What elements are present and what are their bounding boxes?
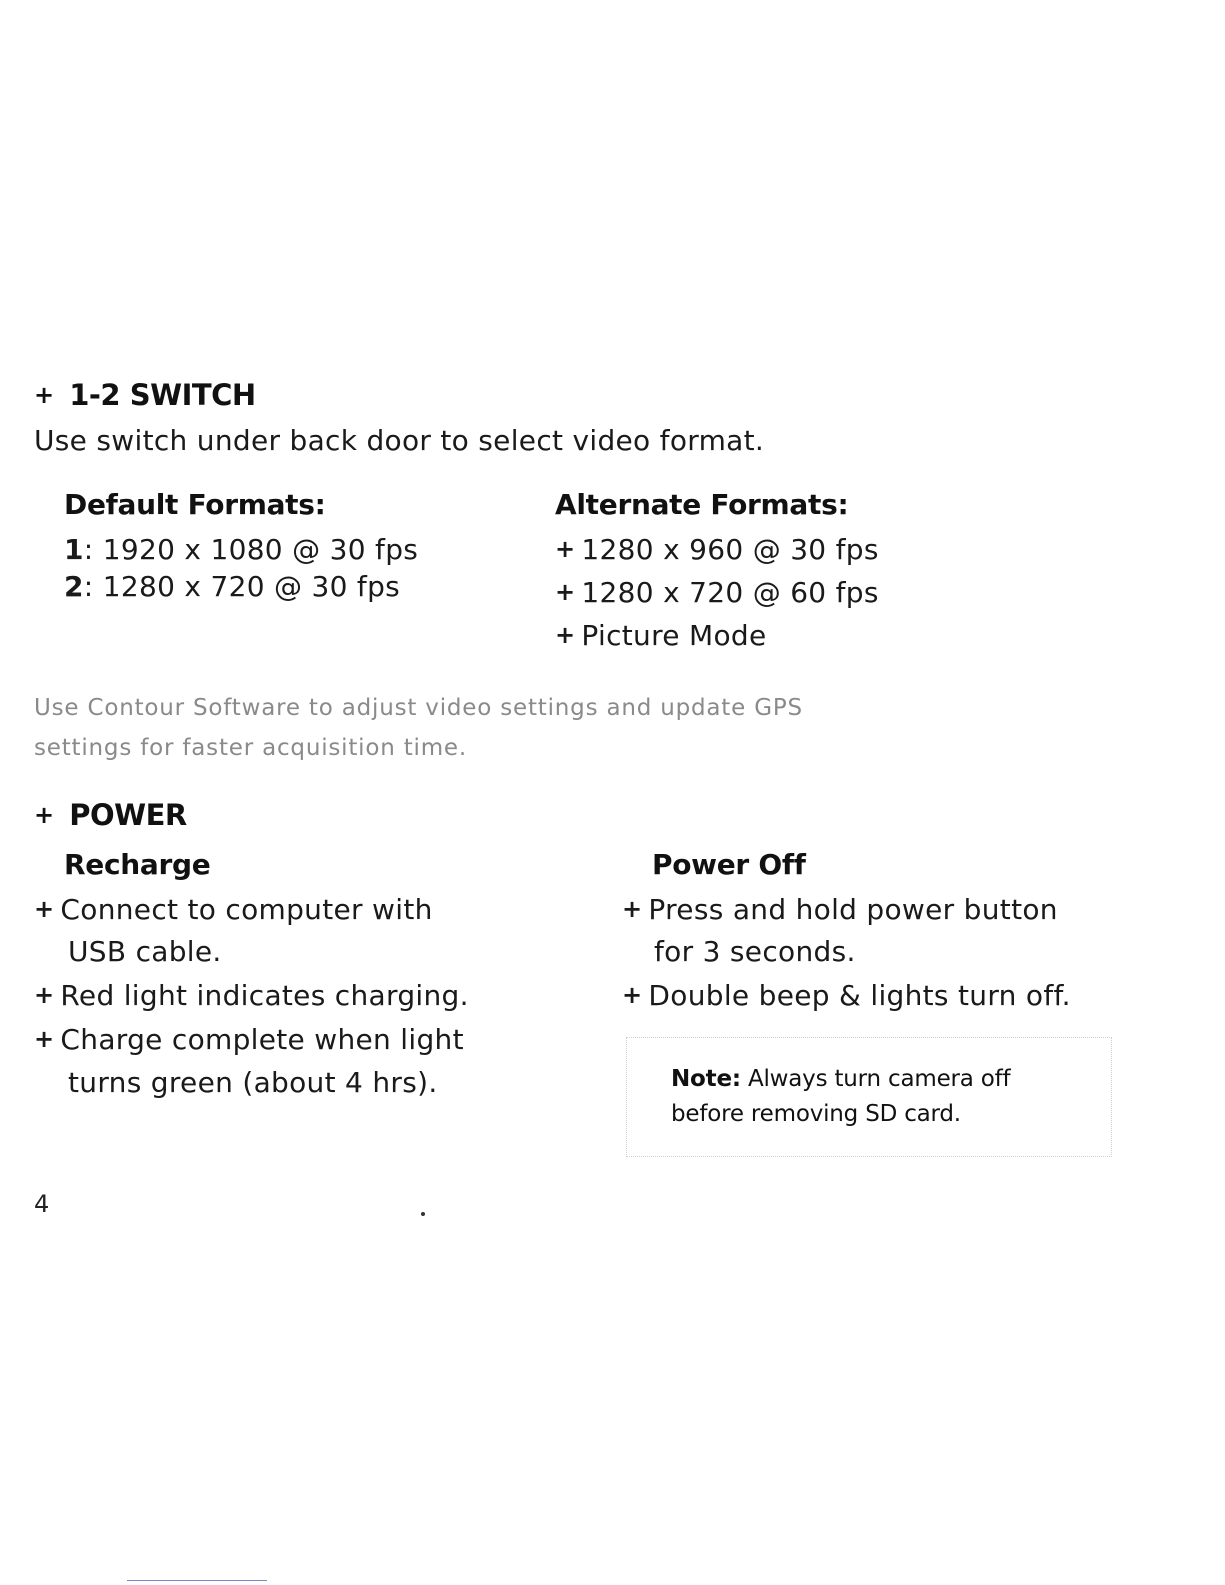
plus-icon: + xyxy=(622,981,643,1009)
recharge-item-3-cont: turns green (about 4 hrs). xyxy=(68,1066,438,1099)
recharge-item-1-cont: USB cable. xyxy=(68,935,222,968)
software-note-line-1: Use Contour Software to adjust video settings and update GPS xyxy=(34,695,803,721)
plus-icon: + xyxy=(555,621,576,649)
default-formats-title: Default Formats: xyxy=(64,488,326,521)
power-off-item-1 xyxy=(622,893,1058,926)
note-text xyxy=(671,1062,1010,1132)
note-line-1 xyxy=(671,1062,1010,1097)
recharge-item-3 xyxy=(34,1023,464,1056)
note-box xyxy=(626,1037,1112,1157)
power-off-item-2 xyxy=(622,979,1071,1012)
recharge-item-2-text: Red light indicates charging. xyxy=(60,979,469,1012)
plus-icon: + xyxy=(34,381,54,409)
switch-heading-text: 1-2 SWITCH xyxy=(69,378,256,412)
format-text: : 1920 x 1080 @ 30 fps xyxy=(83,533,419,566)
format-number: 1 xyxy=(64,533,84,566)
power-off-item-2-text: Double beep & lights turn off. xyxy=(648,979,1071,1012)
format-number: 2 xyxy=(64,570,84,603)
software-note xyxy=(34,688,803,768)
default-format-2 xyxy=(64,570,400,603)
plus-icon: + xyxy=(34,981,55,1009)
plus-icon: + xyxy=(34,801,54,829)
power-heading xyxy=(34,798,187,832)
alternate-format-2 xyxy=(555,576,879,609)
format-text: Picture Mode xyxy=(581,619,767,652)
alternate-format-1 xyxy=(555,533,879,566)
software-note-line-2: settings for faster acquisition time. xyxy=(34,735,467,761)
alternate-format-3 xyxy=(555,619,767,652)
power-off-item-1-line-1: Press and hold power button xyxy=(648,893,1058,926)
recharge-item-3-line-1: Charge complete when light xyxy=(60,1023,464,1056)
format-text: 1280 x 960 @ 30 fps xyxy=(581,533,879,566)
recharge-title: Recharge xyxy=(64,848,211,881)
power-off-item-1-cont: for 3 seconds. xyxy=(654,935,856,968)
note-label: Note: xyxy=(671,1066,741,1092)
switch-intro: Use switch under back door to select video format. xyxy=(34,424,765,457)
plus-icon: + xyxy=(622,895,643,923)
note-line-1-text: Always turn camera off xyxy=(740,1066,1011,1092)
switch-heading xyxy=(34,378,256,412)
recharge-item-2 xyxy=(34,979,469,1012)
plus-icon: + xyxy=(34,895,55,923)
plus-icon: + xyxy=(555,535,576,563)
plus-icon: + xyxy=(34,1025,55,1053)
recharge-item-1-line-1: Connect to computer with xyxy=(60,893,433,926)
recharge-item-1 xyxy=(34,893,433,926)
default-format-1 xyxy=(64,533,418,566)
format-text: : 1280 x 720 @ 30 fps xyxy=(83,570,401,603)
alternate-formats-title: Alternate Formats: xyxy=(555,488,849,521)
plus-icon: + xyxy=(555,578,576,606)
page-number: 4 xyxy=(34,1190,50,1218)
note-line-2: before removing SD card. xyxy=(671,1101,961,1127)
format-text: 1280 x 720 @ 60 fps xyxy=(581,576,879,609)
stray-dot xyxy=(421,1212,425,1216)
bottom-line xyxy=(127,1580,267,1581)
power-heading-text: POWER xyxy=(69,798,187,832)
power-off-title: Power Off xyxy=(652,848,806,881)
